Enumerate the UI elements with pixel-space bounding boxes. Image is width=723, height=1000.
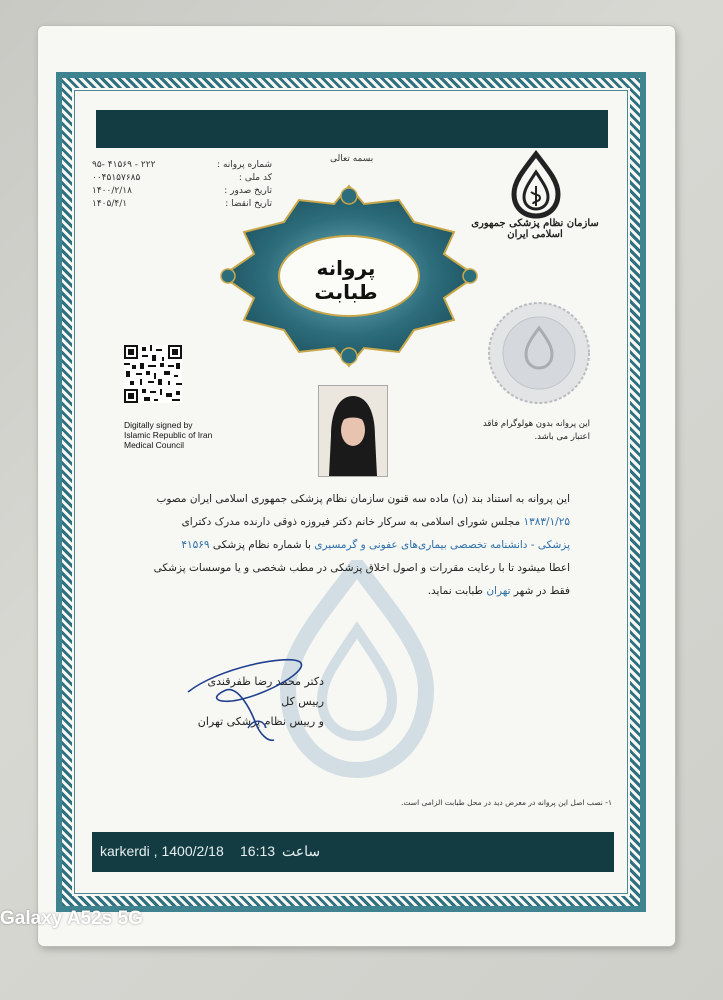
- medical-number: ۴۱۵۶۹: [181, 539, 210, 551]
- qr-code: [124, 345, 182, 403]
- body-line-text: فقط در شهر: [510, 585, 570, 597]
- digital-sign-line: Islamic Republic of Iran: [124, 430, 213, 440]
- meta-value: ۱۴۰۵/۴/۱: [92, 199, 128, 209]
- top-banner: [96, 110, 608, 148]
- print-time: 16:13: [240, 843, 276, 859]
- medical-council-logo-icon: [500, 150, 572, 220]
- meta-value: ۹۵- ۴۱۵۶۹ - ۲۲۲: [92, 160, 156, 170]
- body-line-text: با شماره نظام پزشکی: [209, 539, 315, 551]
- meta-value: ۰۰۴۵۱۵۷۶۸۵: [92, 173, 141, 183]
- signatory-name: دکتر محمد رضا ظفرقندی: [207, 675, 324, 688]
- signatory-role: و رییس نظام پزشکی تهران: [197, 715, 324, 728]
- meta-label: تاریخ انقضا :: [225, 199, 272, 209]
- body-line: [130, 534, 570, 557]
- camera-watermark: Galaxy A52s 5G: [0, 908, 143, 929]
- meta-label: شماره پروانه :: [217, 160, 272, 170]
- signatory-role: رییس کل: [281, 695, 324, 708]
- digital-sign-line: Medical Council: [124, 440, 184, 450]
- org-name: سازمان نظام پزشکی جمهوری اسلامی ایران: [471, 218, 599, 240]
- body-line: [130, 580, 570, 603]
- meta-row: [92, 160, 272, 173]
- holder-photo: [318, 385, 388, 477]
- specialty: پزشکی - دانشنامه تخصصی بیماری‌های عفونی و گرمسیری: [314, 539, 570, 551]
- handwritten-signature: [178, 648, 308, 748]
- body-line: اعطا میشود تا با رعایت مقررات و اصول اخلاق پزشکی در مطب شخصی و یا موسسات پزشکی: [153, 562, 570, 574]
- approval-date: ۱۳۸۳/۱/۲۵: [523, 516, 570, 528]
- bottom-banner: [92, 832, 614, 872]
- body-line: این پروانه به استناد بند (ن) ماده سه قنون سازمان نظام پزشکی جمهوری اسلامی ایران مصوب: [156, 493, 570, 505]
- footnote: ۱- نصب اصل این پروانه در معرض دید در محل طبابت الزامی است.: [401, 798, 612, 807]
- digital-signature-note: [124, 420, 212, 450]
- hologram-seal-icon: [484, 298, 594, 408]
- time-label: ساعت: [282, 843, 321, 859]
- city: تهران: [486, 585, 511, 597]
- meta-label: کد ملی :: [238, 173, 272, 183]
- hologram-note: این پروانه بدون هولوگرام فاقد اعتبار می باشد.: [482, 419, 590, 442]
- bismillah-text: بسمه تعالی: [330, 154, 374, 164]
- digital-sign-line: Digitally signed by: [124, 420, 193, 430]
- meta-value: ۱۴۰۰/۲/۱۸: [92, 186, 132, 196]
- certificate-title: پروانه طبابت: [314, 256, 378, 304]
- body-line-text: طبابت نماید.: [427, 585, 487, 597]
- license-body: [130, 488, 570, 603]
- body-line-text: مجلس شورای اسلامی به سرکار خانم دکتر فیروزه ذوقی دارنده مدرک دکترای: [181, 516, 524, 528]
- portrait-icon: [319, 386, 387, 476]
- body-line: [130, 511, 570, 534]
- print-stamp: karkerdi , 1400/2/18: [100, 843, 224, 859]
- meta-label: تاریخ صدور :: [224, 186, 272, 196]
